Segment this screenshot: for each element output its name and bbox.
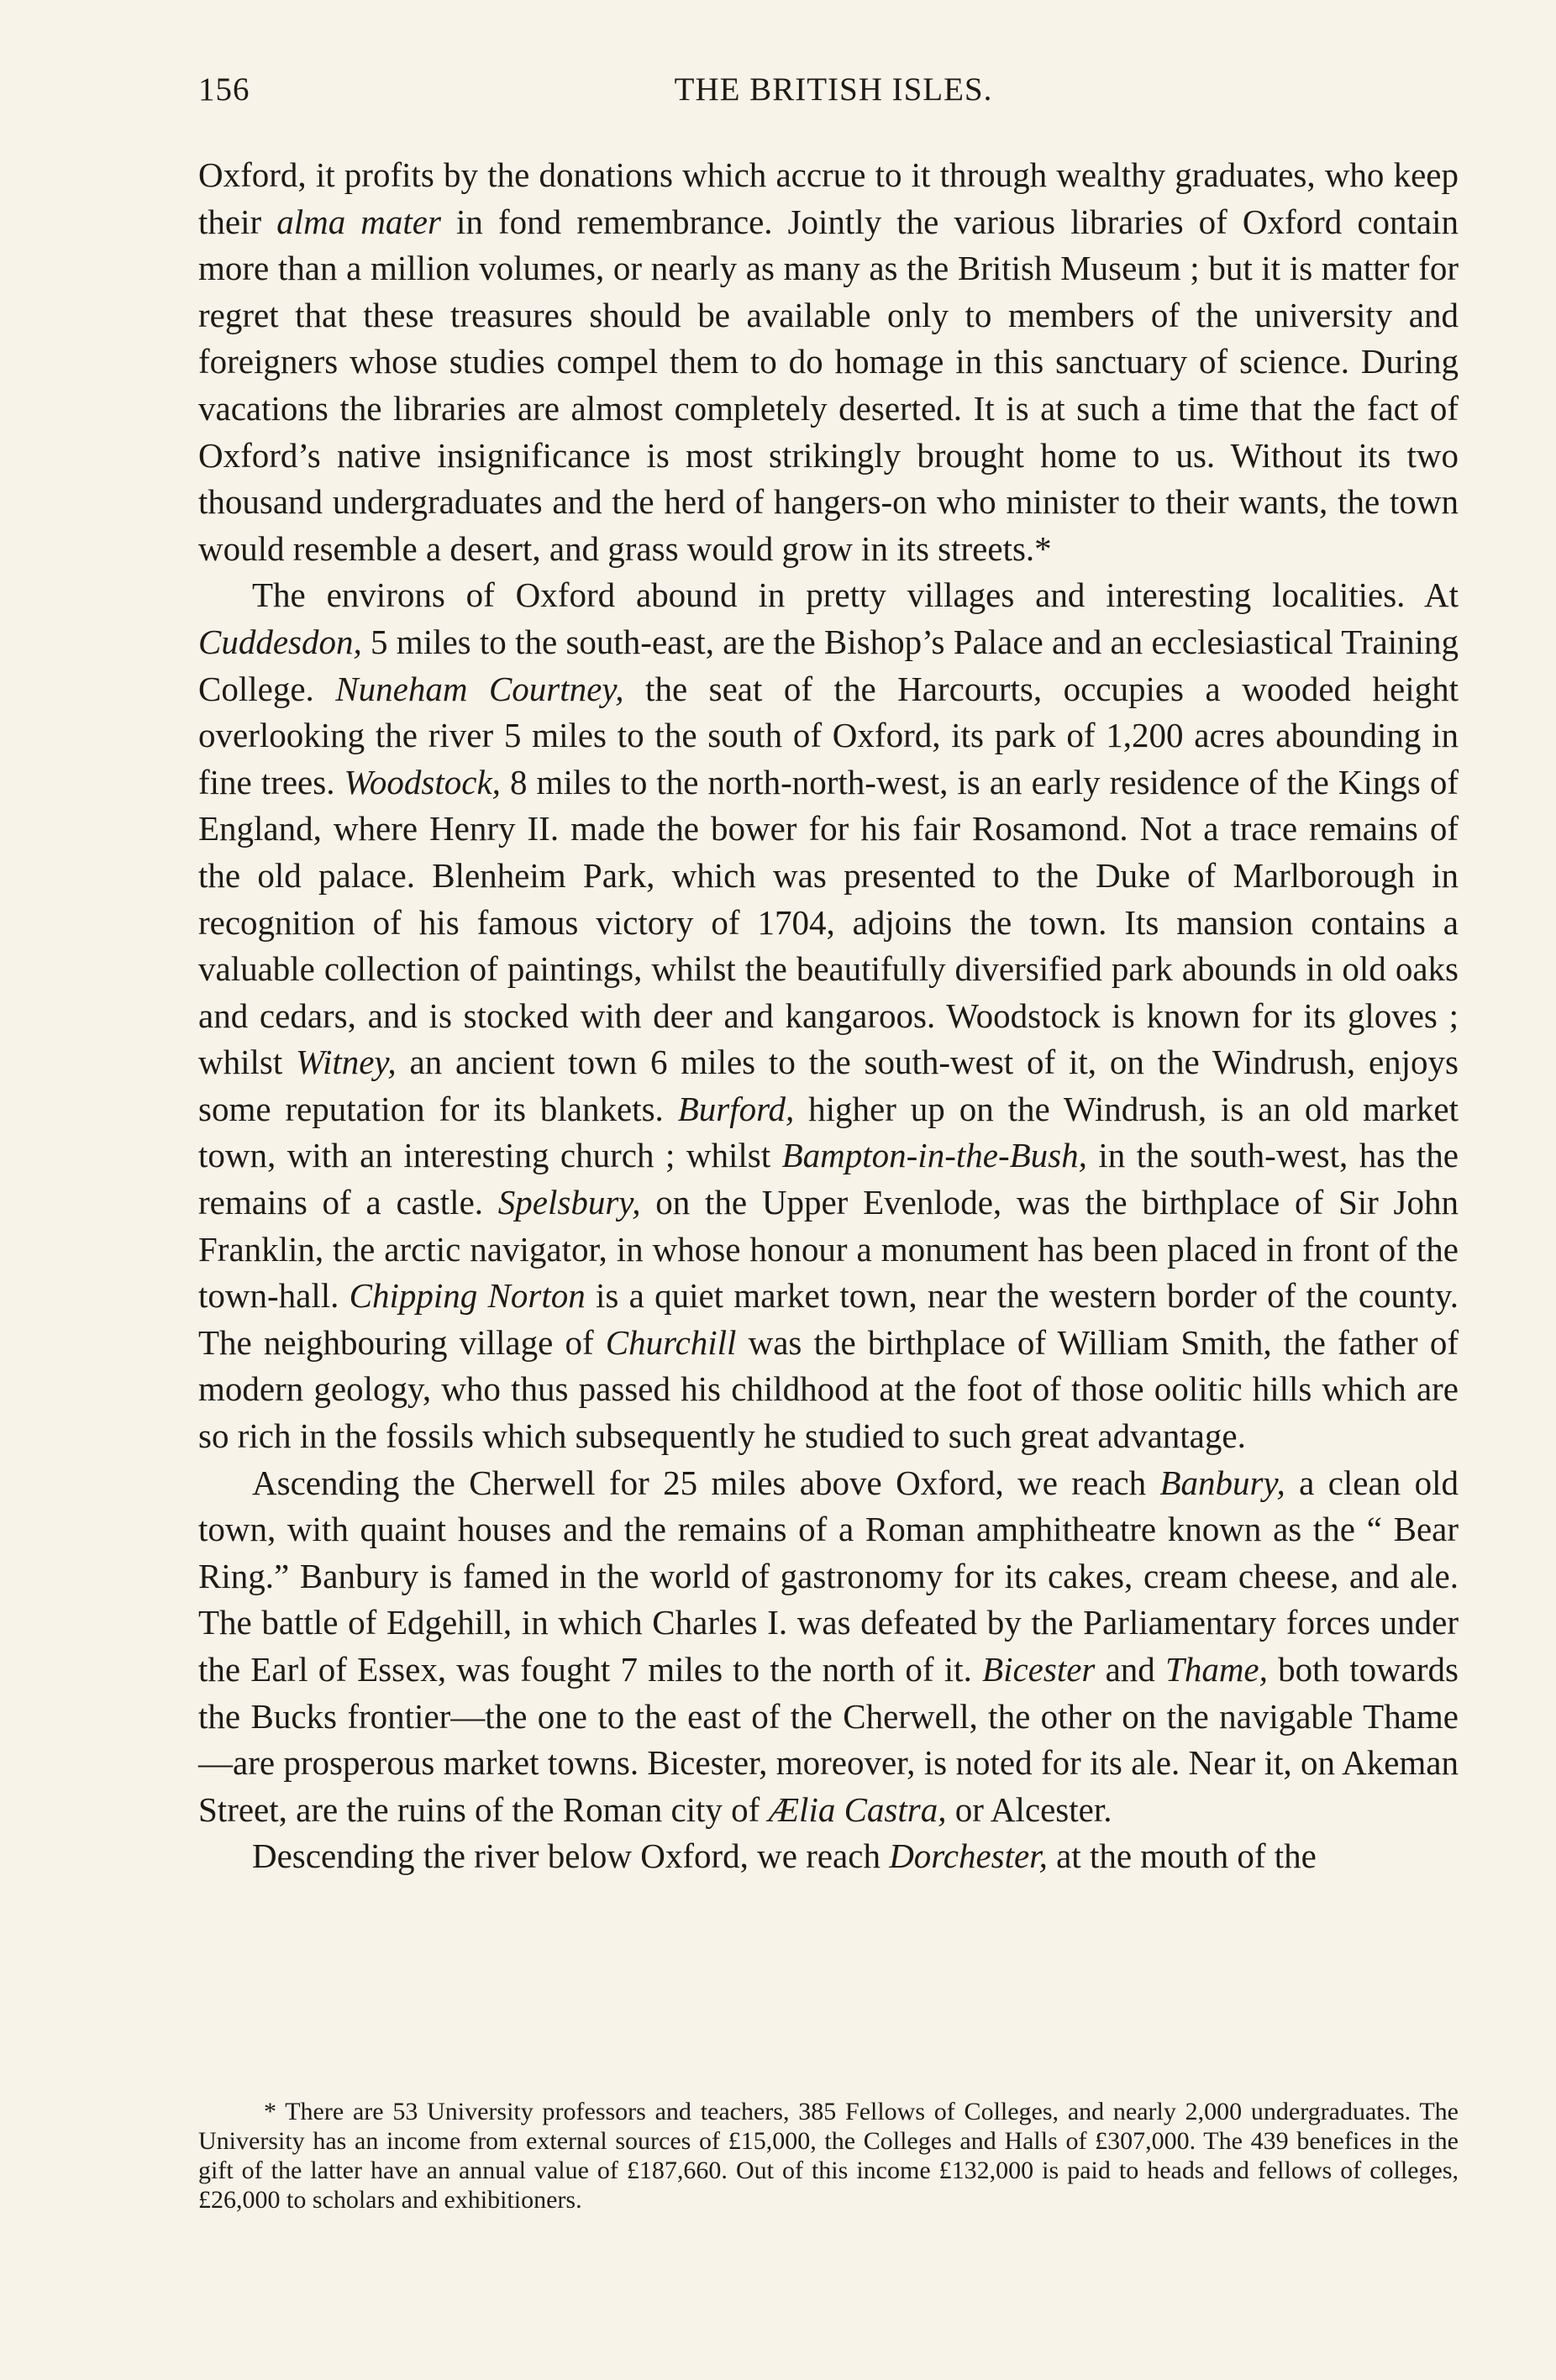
text-segment: higher up on the Windrush, is an old market town, with an interesting church ; whilst xyxy=(198,1089,1459,1175)
text-segment: on the Upper Evenlode, was the birthplace of Sir John Franklin, the arctic navigator, in whose honour a monument has been placed in front of the town-hall. xyxy=(198,1183,1459,1316)
place-name: Spelsbury, xyxy=(497,1183,641,1222)
main-text xyxy=(198,152,1459,1880)
paragraph-cherwell xyxy=(198,1460,1459,1834)
text-segment: an ancient town 6 miles to the south-west of it, on the Windrush, enjoys some reputation for its blankets. xyxy=(198,1043,1459,1128)
italic-term: alma mater xyxy=(276,202,441,241)
text-segment: the seat of the Harcourts, occupies a wooded height overlooking the river 5 miles to the south of Oxford, its park of 1,200 acres abounding in fine trees. xyxy=(198,669,1459,801)
text-segment: both towards the Bucks frontier—the one to the east of the Cherwell, the other on the navigable Thame—are prosperous market towns. Bicester, moreover, is noted for its ale. Near it, on Akeman Street, are the ruins of the Roman city of xyxy=(198,1650,1459,1829)
place-name: Nuneham Courtney, xyxy=(335,669,624,708)
text-segment: a clean old town, with quaint houses and the remains of a Roman amphitheatre known as the “ Bear Ring.” Banbury is famed in the world of gastronomy for its cakes, cream cheese, and ale. The battle of Edgehill, in which Charles I. was defeated by the Parliamentary forces under the Earl of Essex, was fought 7 miles to the north of it. xyxy=(198,1463,1459,1689)
running-title: THE BRITISH ISLES. xyxy=(674,71,993,108)
place-name: Thame, xyxy=(1165,1650,1268,1689)
place-name: Chipping Norton xyxy=(349,1276,586,1316)
place-name: Churchill xyxy=(605,1322,737,1362)
place-name: Cuddesdon, xyxy=(198,622,362,661)
place-name: Bampton-in-the-Bush, xyxy=(781,1136,1087,1175)
paragraph-descending xyxy=(198,1833,1459,1880)
text-segment: at the mouth of the xyxy=(1047,1836,1317,1876)
place-name: Bicester xyxy=(982,1650,1096,1689)
place-name: Banbury, xyxy=(1159,1463,1285,1502)
page-number: 156 xyxy=(198,71,250,108)
place-name: Dorchester, xyxy=(889,1836,1048,1876)
text-segment: in the south-west, has the remains of a castle. xyxy=(198,1136,1459,1222)
text-segment: The environs of Oxford abound in pretty villages and interesting localities. At xyxy=(252,575,1459,615)
text-segment: 8 miles to the north-north-west, is an early residence of the Kings of England, where Henry II. made the bower for his fair Rosamond. Not a trace remains of the old palace. Blenheim Park, which was presented to the Duke of Marlborough in recognition of his famous victory of 1704, adjoins the town. Its mansion contains a valuable collection of paintings, whilst the beautifully diversified park abounds in old oaks and cedars, and is stocked with deer and kangaroos. Woodstock is known for its gloves ; whilst xyxy=(198,762,1459,1082)
running-head xyxy=(198,71,1469,121)
place-name: Witney, xyxy=(296,1043,397,1082)
text-segment: in fond remembrance. Jointly the various libraries of Oxford contain more than a million volumes, or nearly as many as the British Museum ; but it is matter for regret that these treasures should be available only to members of the university and foreigners whose studies compel them to do homage in this sanctuary of science. During vacations the libraries are almost completely deserted. It is at such a time that the fact of Oxford’s native insignificance is most strikingly brought home to us. Without its two thousand undergraduates and the herd of hangers-on who minister to their wants, the town would resemble a desert, and grass would grow in its streets.* xyxy=(198,202,1459,568)
text-segment: or Alcester. xyxy=(946,1789,1112,1829)
text-segment: Oxford, it profits by the donations which accrue to it through wealthy graduates, who keep their xyxy=(198,155,1459,241)
place-name: Woodstock, xyxy=(344,762,501,801)
text-segment: was the birthplace of William Smith, the father of modern geology, who thus passed his childhood at the foot of those oolitic hills which are so rich in the fossils which subsequently he studied to such great advantage. xyxy=(198,1322,1459,1456)
place-name: Burford, xyxy=(677,1089,795,1128)
text-segment: Descending the river below Oxford, we reach xyxy=(252,1836,890,1876)
paragraph-oxford-intro xyxy=(198,152,1459,572)
paragraph-environs xyxy=(198,572,1459,1459)
footnote xyxy=(198,2097,1459,2215)
text-segment: 5 miles to the south-east, are the Bishop’s Palace and an ecclesiastical Training College. xyxy=(198,622,1459,708)
footnote-text: * There are 53 University professors and teachers, 385 Fellows of Colleges, and nearly 2,000 undergraduates. The University has an income from external sources of £15,000, the Colleges and Halls of £307,000. The 439 benefices in the gift of the latter have an annual value of £187,660. Out of this income £132,000 is paid to heads and fellows of colleges, £26,000 to scholars and exhibitioners. xyxy=(198,2098,1459,2214)
text-segment: is a quiet market town, near the western border of the county. The neighbouring village of xyxy=(198,1276,1459,1362)
text-segment: Ascending the Cherwell for 25 miles above Oxford, we reach xyxy=(252,1463,1160,1502)
text-segment: and xyxy=(1095,1650,1166,1689)
place-name: Ælia Castra, xyxy=(768,1789,947,1829)
